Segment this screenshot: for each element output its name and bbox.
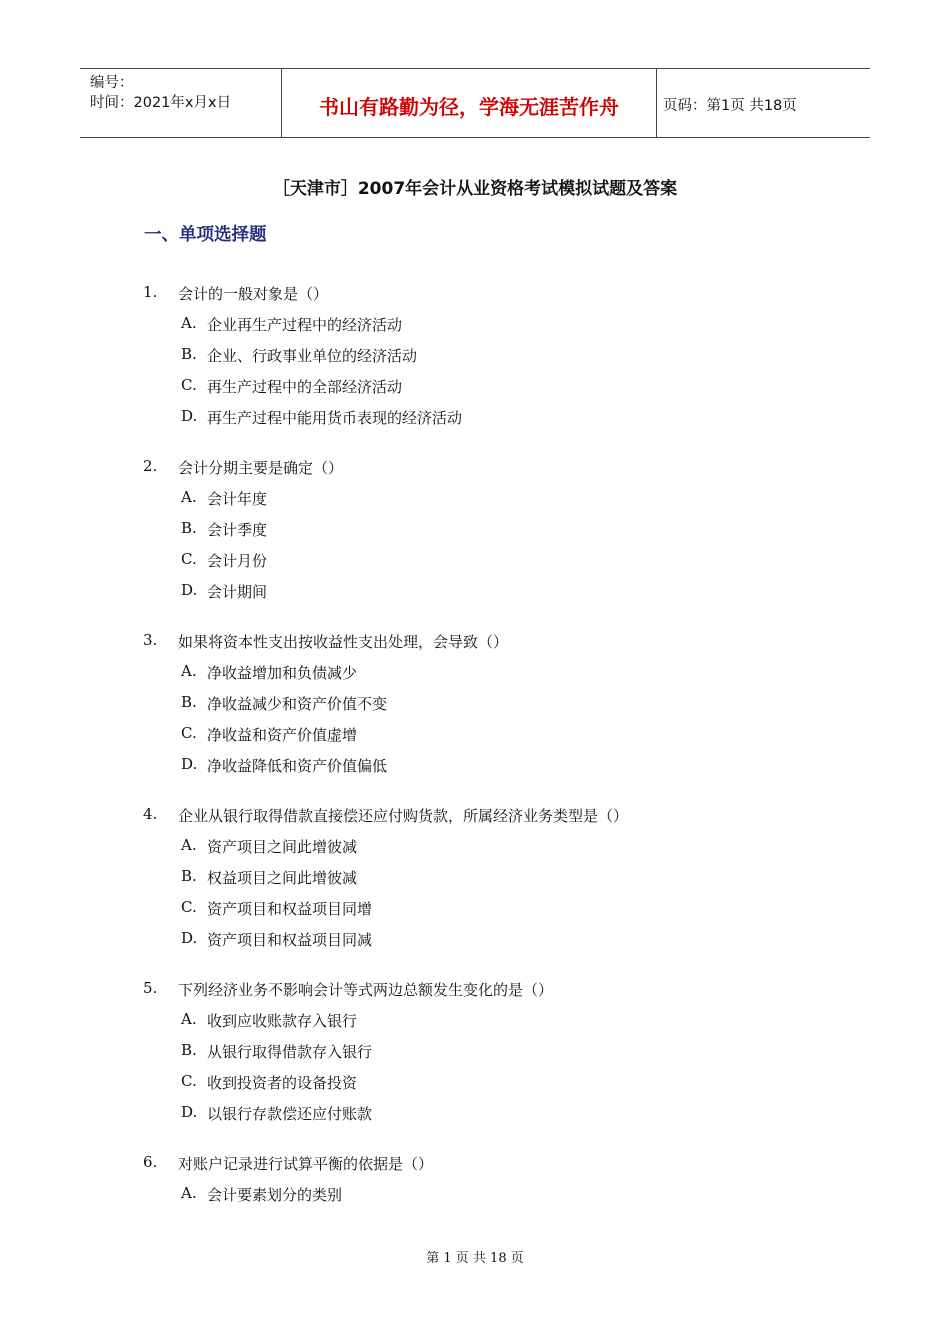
question-number: 3. bbox=[143, 631, 158, 649]
question-text: 如果将资本性支出按收益性支出处理，会导致（） bbox=[178, 633, 509, 651]
answer-option bbox=[0, 755, 950, 779]
question-number: 2. bbox=[143, 457, 158, 475]
option-text: 净收益减少和资产价值不变 bbox=[207, 695, 388, 713]
question-text: 会计分期主要是确定（） bbox=[178, 459, 344, 477]
page-footer: 第 1 页 共 18 页 bbox=[426, 1251, 524, 1266]
option-text: 净收益和资产价值虚增 bbox=[207, 726, 358, 744]
answer-option bbox=[0, 1010, 950, 1034]
answer-option bbox=[0, 1072, 950, 1096]
option-text: 从银行取得借款存入银行 bbox=[207, 1043, 373, 1061]
header-motto: 书山有路勤为径，学海无涯苦作舟 bbox=[319, 95, 619, 119]
option-label: D. bbox=[181, 929, 198, 947]
section-title: 一、单项选择题 bbox=[144, 225, 267, 245]
option-text: 会计要素划分的类别 bbox=[207, 1186, 343, 1204]
answer-option bbox=[0, 662, 950, 686]
header-motto-cell bbox=[281, 69, 657, 137]
option-label: C. bbox=[181, 550, 197, 568]
option-label: C. bbox=[181, 898, 197, 916]
option-text: 收到投资者的设备投资 bbox=[207, 1074, 358, 1092]
answer-option bbox=[0, 581, 950, 605]
answer-option bbox=[0, 929, 950, 953]
answer-option bbox=[0, 1041, 950, 1065]
option-label: D. bbox=[181, 755, 198, 773]
question-text: 会计的一般对象是（） bbox=[178, 285, 329, 303]
document-title: ［天津市］2007年会计从业资格考试模拟试题及答案 bbox=[272, 179, 678, 199]
answer-option bbox=[0, 693, 950, 717]
option-label: D. bbox=[181, 581, 198, 599]
option-text: 净收益增加和负债减少 bbox=[207, 664, 358, 682]
option-label: A. bbox=[181, 1184, 197, 1202]
option-text: 资产项目和权益项目同增 bbox=[207, 900, 373, 918]
option-label: A. bbox=[181, 836, 197, 854]
option-label: B. bbox=[181, 693, 197, 711]
answer-option bbox=[0, 867, 950, 891]
answer-option bbox=[0, 376, 950, 400]
option-label: B. bbox=[181, 867, 197, 885]
option-label: A. bbox=[181, 314, 197, 332]
option-text: 资产项目之间此增彼减 bbox=[207, 838, 358, 856]
question-number: 1. bbox=[143, 283, 158, 301]
option-label: C. bbox=[181, 724, 197, 742]
header-page-info: 页码：第1页 共18页 bbox=[663, 98, 797, 114]
question-number: 5. bbox=[143, 979, 158, 997]
option-text: 再生产过程中能用货币表现的经济活动 bbox=[207, 409, 463, 427]
answer-option bbox=[0, 898, 950, 922]
option-text: 收到应收账款存入银行 bbox=[207, 1012, 358, 1030]
option-text: 权益项目之间此增彼减 bbox=[207, 869, 358, 887]
answer-option bbox=[0, 550, 950, 574]
option-label: C. bbox=[181, 1072, 197, 1090]
option-text: 会计季度 bbox=[207, 521, 268, 539]
option-text: 会计年度 bbox=[207, 490, 268, 508]
answer-option bbox=[0, 345, 950, 369]
answer-option bbox=[0, 407, 950, 431]
doc-time-label: 时间：2021年x月x日 bbox=[90, 95, 232, 111]
answer-option bbox=[0, 836, 950, 860]
option-label: B. bbox=[181, 1041, 197, 1059]
option-label: B. bbox=[181, 345, 197, 363]
answer-option bbox=[0, 519, 950, 543]
answer-option bbox=[0, 1184, 950, 1208]
option-text: 以银行存款偿还应付账款 bbox=[207, 1105, 373, 1123]
option-label: A. bbox=[181, 1010, 197, 1028]
doc-number-label: 编号： bbox=[90, 75, 134, 91]
option-label: A. bbox=[181, 488, 197, 506]
option-text: 净收益降低和资产价值偏低 bbox=[207, 757, 388, 775]
option-text: 企业再生产过程中的经济活动 bbox=[207, 316, 403, 334]
option-text: 再生产过程中的全部经济活动 bbox=[207, 378, 403, 396]
question-text: 下列经济业务不影响会计等式两边总额发生变化的是（） bbox=[178, 981, 554, 999]
option-label: D. bbox=[181, 407, 198, 425]
question-number: 4. bbox=[143, 805, 158, 823]
option-label: C. bbox=[181, 376, 197, 394]
option-label: B. bbox=[181, 519, 197, 537]
header-left-cell bbox=[80, 69, 281, 137]
header-page-cell bbox=[655, 69, 870, 137]
question-number: 6. bbox=[143, 1153, 158, 1171]
answer-option bbox=[0, 724, 950, 748]
question-text: 企业从银行取得借款直接偿还应付购货款，所属经济业务类型是（） bbox=[178, 807, 629, 825]
answer-option bbox=[0, 1103, 950, 1127]
answer-option bbox=[0, 488, 950, 512]
option-text: 会计月份 bbox=[207, 552, 268, 570]
option-text: 会计期间 bbox=[207, 583, 268, 601]
option-text: 资产项目和权益项目同减 bbox=[207, 931, 373, 949]
answer-option bbox=[0, 314, 950, 338]
header-table bbox=[80, 68, 870, 138]
option-label: A. bbox=[181, 662, 197, 680]
option-label: D. bbox=[181, 1103, 198, 1121]
option-text: 企业、行政事业单位的经济活动 bbox=[207, 347, 418, 365]
question-text: 对账户记录进行试算平衡的依据是（） bbox=[178, 1155, 434, 1173]
